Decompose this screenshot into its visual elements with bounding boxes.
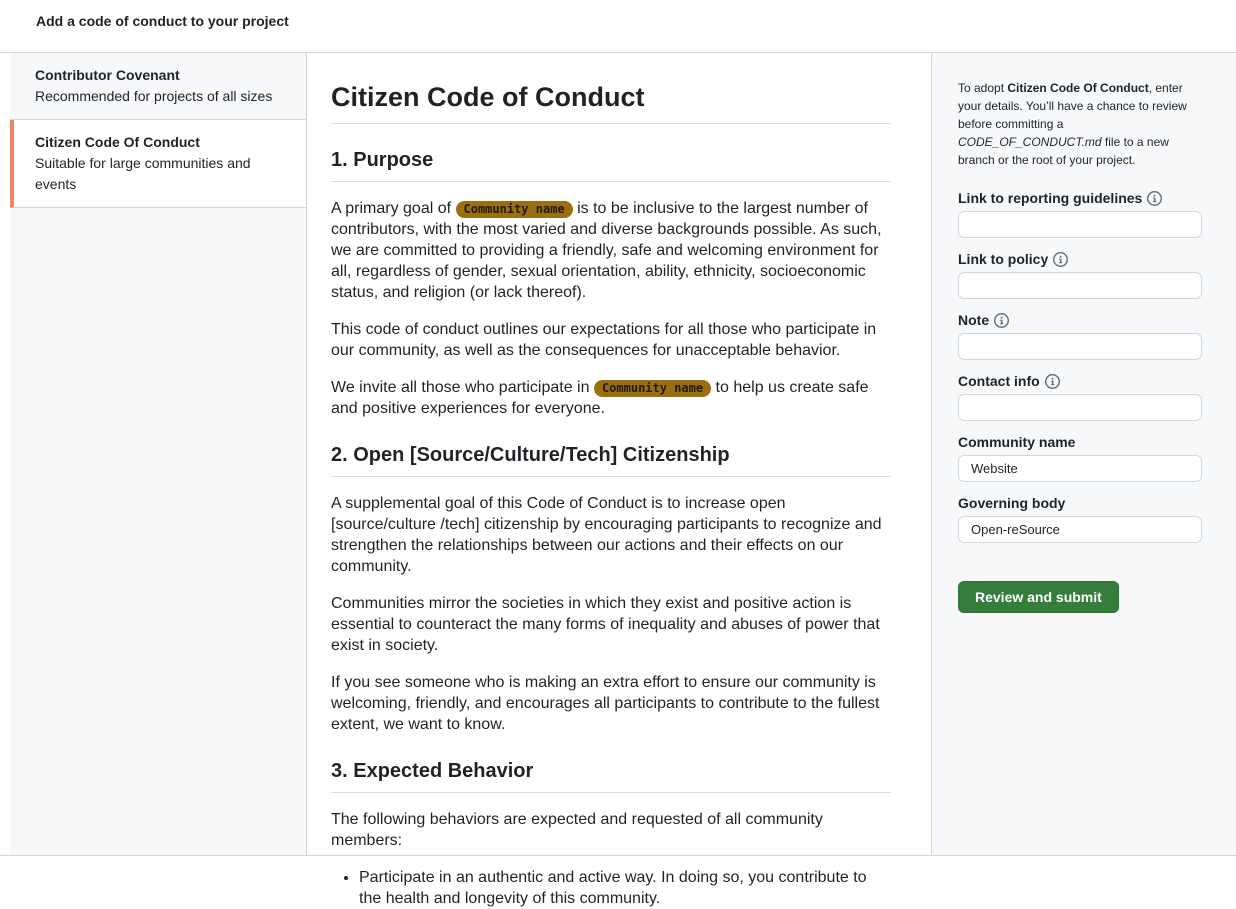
panel-intro: To adopt Citizen Code Of Conduct, enter your details. You’ll have a chance to review before committing a CODE_OF_CONDUCT.md file to a new branch or the root of your project. xyxy=(958,81,1187,167)
info-icon[interactable] xyxy=(1053,252,1068,267)
policy-input[interactable] xyxy=(958,272,1202,299)
governing-body-label: Governing body xyxy=(958,495,1066,511)
community-name-token: Community name xyxy=(456,201,573,218)
page-header xyxy=(0,0,1236,53)
info-icon[interactable] xyxy=(1045,374,1060,389)
policy-label: Link to policy xyxy=(958,250,1201,268)
note-label: Note xyxy=(958,311,1201,329)
template-option-citizen-code-of-conduct[interactable] xyxy=(10,120,306,208)
template-option-subtitle: Suitable for large communities and events xyxy=(35,155,251,192)
coc-preview-pane xyxy=(307,53,931,907)
info-icon[interactable] xyxy=(1147,191,1162,206)
info-icon[interactable] xyxy=(994,313,1009,328)
page-title: Add a code of conduct to your project xyxy=(36,13,289,29)
community-name-input[interactable] xyxy=(958,455,1202,482)
contact-info-field-group xyxy=(958,372,1201,421)
community-name-label: Community name xyxy=(958,434,1076,450)
doc-paragraph: If you see someone who is making an extra effort to ensure our community is welcoming, friendly, and encourages all participants to contribute to the fullest extent, we want to know. xyxy=(331,674,880,733)
doc-heading: 2. Open [Source/Culture/Tech] Citizenship xyxy=(331,443,891,477)
governing-body-input[interactable] xyxy=(958,516,1202,543)
coc-details-form xyxy=(958,189,1201,543)
governing-body-field-group xyxy=(958,494,1201,543)
doc-paragraph: A primary goal of Community name is to be inclusive to the largest number of contributors, with the most varied and diverse backgrounds possible. As such, we are committed to providing a friendly, safe and welcoming environment for all, regardless of gender, sexual orientation, ability, ethnicity, socioeconomic status, and religion (or lack thereof). xyxy=(331,200,882,301)
doc-heading: 1. Purpose xyxy=(331,148,891,182)
doc-list-item: • Participate in an authentic and active way. In doing so, you contribute to the health and longevity of this community. xyxy=(359,867,891,909)
doc-paragraph: This code of conduct outlines our expectations for all those who participate in our community, as well as the consequences for unacceptable behavior. xyxy=(331,321,877,359)
reporting-guidelines-label: Link to reporting guidelines xyxy=(958,189,1201,207)
doc-list xyxy=(331,867,891,909)
reporting-guidelines-input[interactable] xyxy=(958,211,1202,238)
community-name-token: Community name xyxy=(594,380,711,397)
community-name-field-group xyxy=(958,433,1201,482)
note-field-group xyxy=(958,311,1201,360)
contact-info-label: Contact info xyxy=(958,372,1201,390)
doc-heading: Citizen Code of Conduct xyxy=(331,81,891,124)
contact-info-input[interactable] xyxy=(958,394,1202,421)
coc-document xyxy=(331,81,891,909)
doc-paragraph: Communities mirror the societies in which they exist and positive action is essential to counteract the many forms of inequality and abuses of power that exist in society. xyxy=(331,595,880,654)
template-option-title: Contributor Covenant xyxy=(35,67,180,83)
policy-field-group xyxy=(958,250,1201,299)
reporting-guidelines-field-group xyxy=(958,189,1201,238)
doc-paragraph: We invite all those who participate in Community name to help us create safe and positive experiences for everyone. xyxy=(331,379,869,417)
note-input[interactable] xyxy=(958,333,1202,360)
doc-heading: 3. Expected Behavior xyxy=(331,759,891,793)
coc-template-list xyxy=(10,53,307,855)
template-option-title: Citizen Code Of Conduct xyxy=(35,134,200,150)
doc-paragraph: The following behaviors are expected and requested of all community members: xyxy=(331,811,823,849)
template-option-contributor-covenant[interactable] xyxy=(10,53,306,120)
review-and-submit-button[interactable]: Review and submit xyxy=(958,581,1119,613)
doc-paragraph: A supplemental goal of this Code of Conduct is to increase open [source/culture /tech] citizenship by encouraging participants to recognize and strengthen the relationships between our actions and their effects on our community. xyxy=(331,495,882,575)
details-panel xyxy=(931,53,1236,855)
template-option-subtitle: Recommended for projects of all sizes xyxy=(35,88,273,104)
code-of-conduct-tool xyxy=(0,53,1236,907)
